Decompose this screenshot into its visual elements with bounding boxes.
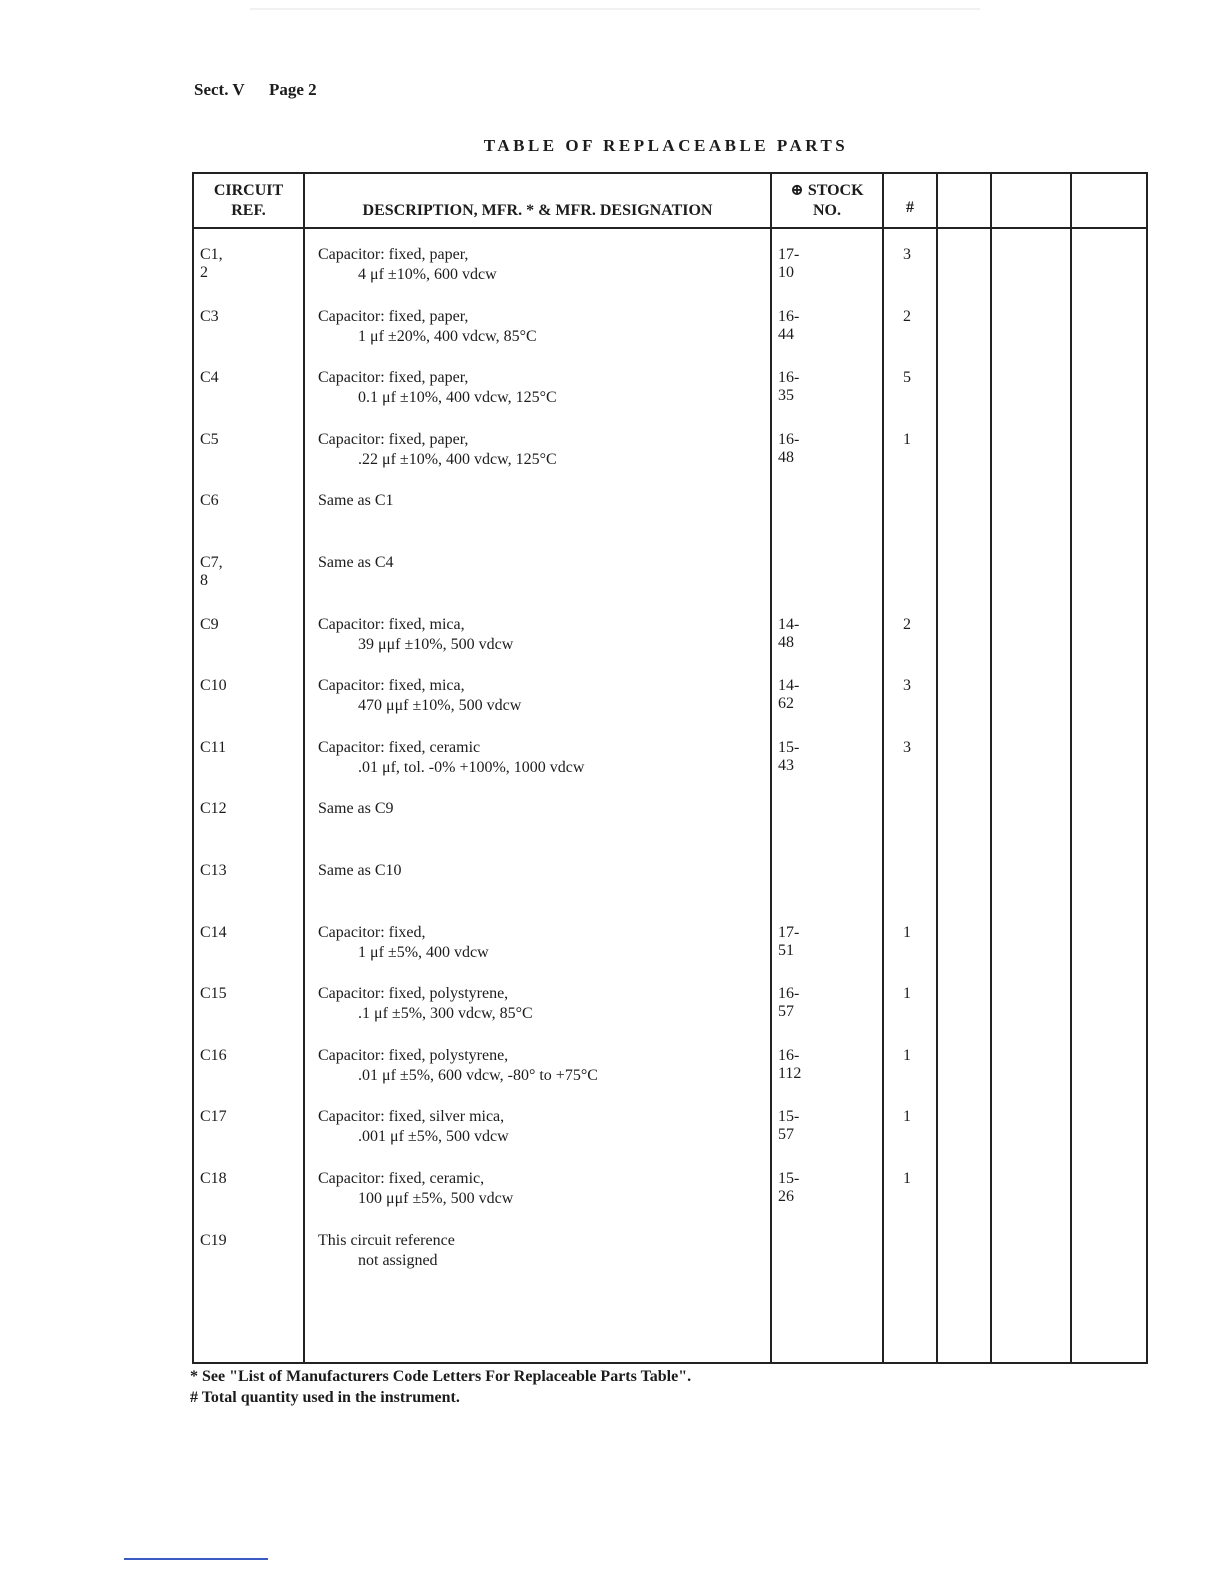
description-line-2: 4 μf ±10%, 600 vdcw — [358, 266, 497, 283]
stock-number-cell: 15-26 — [778, 1170, 800, 1205]
circuit-ref-cell: C19 — [200, 1231, 227, 1249]
quantity-cell: 3 — [903, 738, 911, 756]
quantity-cell: 1 — [903, 923, 911, 941]
description-line-1: Same as C10 — [318, 862, 402, 879]
stock-number-cell: 16-35 — [778, 369, 800, 405]
stock-number-cell: 16-48 — [778, 430, 800, 466]
description-line-2: 100 μμf ±5%, 500 vdcw — [358, 1190, 514, 1207]
column-header-line: ⊕ STOCK — [790, 181, 864, 199]
description-line-2: .01 μf ±5%, 600 vdcw, -80° to +75°C — [358, 1066, 598, 1084]
circuit-ref-cell: C18 — [200, 1170, 227, 1187]
description-line-1: Capacitor: fixed, ceramic, — [318, 1170, 485, 1187]
description-line-1: Same as C4 — [318, 554, 394, 571]
column-header-line: DESCRIPTION, MFR. * & MFR. DESIGNATION — [362, 202, 713, 219]
circuit-ref-cell: C17 — [200, 1108, 227, 1126]
column-header-line: CIRCUIT — [213, 181, 284, 199]
quantity-cell: 2 — [903, 615, 911, 633]
stock-number-cell: 15-43 — [778, 738, 800, 774]
column-divider — [990, 174, 992, 1362]
description-line-2: .1 μf ±5%, 300 vdcw, 85°C — [358, 1005, 533, 1023]
description-line-1: Same as C9 — [318, 800, 394, 818]
description-line-2: 1 μf ±20%, 400 vdcw, 85°C — [358, 327, 537, 345]
quantity-cell: 3 — [903, 246, 911, 263]
circuit-ref-cell: C7, 8 — [200, 554, 223, 589]
description-line-1: Capacitor: fixed, ceramic — [318, 738, 481, 756]
quantity-cell: 5 — [903, 369, 911, 387]
stock-number-cell: 16-112 — [778, 1046, 802, 1082]
description-line-1: Capacitor: fixed, paper, — [318, 369, 469, 387]
circuit-ref-cell: C1, 2 — [200, 246, 223, 281]
header-divider — [194, 227, 1146, 229]
stock-number-cell: 15-57 — [778, 1108, 800, 1144]
circuit-ref-cell: C13 — [200, 862, 227, 879]
stock-number-cell: 16-57 — [778, 985, 800, 1021]
description-line-1: Capacitor: fixed, mica, — [318, 615, 465, 633]
circuit-ref-cell: C3 — [200, 307, 219, 325]
column-divider — [770, 174, 772, 1362]
column-divider — [303, 174, 305, 1362]
column-header-stock-no — [772, 174, 882, 227]
column-divider — [1070, 174, 1072, 1362]
column-divider — [936, 174, 938, 1362]
quantity-cell: 3 — [903, 677, 911, 695]
description-line-2: 0.1 μf ±10%, 400 vdcw, 125°C — [358, 389, 557, 407]
circuit-ref-cell: C10 — [200, 677, 227, 695]
description-line-2: .01 μf, tol. -0% +100%, 1000 vdcw — [358, 758, 585, 776]
page-title: TABLE OF REPLACEABLE PARTS — [483, 136, 849, 155]
quantity-cell: 1 — [903, 1170, 911, 1187]
stock-number-cell: 14-48 — [778, 615, 800, 651]
column-header-line: # — [906, 198, 914, 216]
section-label: Sect. V — [194, 80, 245, 99]
description-line-1: Capacitor: fixed, polystyrene, — [318, 1046, 509, 1064]
column-header-circuit-ref — [194, 174, 303, 227]
circuit-ref-cell: C9 — [200, 615, 219, 633]
stock-number-cell: 16-44 — [778, 307, 800, 343]
page-bottom-mark — [124, 1558, 268, 1560]
description-line-1: Same as C1 — [318, 492, 394, 510]
stock-number-cell: 14-62 — [778, 677, 800, 713]
page-top-edge — [250, 8, 980, 10]
circuit-ref-cell: C4 — [200, 369, 219, 387]
footnotes — [190, 1366, 691, 1408]
page-header — [194, 80, 337, 100]
parts-table — [192, 172, 1148, 1364]
quantity-cell: 1 — [903, 430, 911, 448]
quantity-cell: 1 — [903, 985, 911, 1003]
quantity-cell: 1 — [903, 1046, 911, 1064]
circuit-ref-cell: C6 — [200, 492, 219, 510]
footnote-manufacturer-codes: * See "List of Manufacturers Code Letters For Replaceable Parts Table". — [190, 1368, 692, 1385]
description-line-2: 1 μf ±5%, 400 vdcw — [358, 943, 489, 961]
description-line-2: 470 μμf ±10%, 500 vdcw — [358, 697, 522, 715]
quantity-cell: 2 — [903, 307, 911, 325]
description-line-1: Capacitor: fixed, paper, — [318, 430, 469, 448]
description-line-2: .001 μf ±5%, 500 vdcw — [358, 1128, 509, 1146]
column-divider — [882, 174, 884, 1362]
circuit-ref-cell: C5 — [200, 430, 219, 448]
column-header-line: REF. — [231, 201, 266, 219]
column-header-line: NO. — [813, 201, 841, 219]
description-line-1: This circuit reference — [318, 1231, 455, 1249]
column-header-description — [305, 174, 770, 227]
description-line-1: Capacitor: fixed, mica, — [318, 677, 465, 695]
circuit-ref-cell: C14 — [200, 923, 227, 941]
circuit-ref-cell: C16 — [200, 1046, 227, 1064]
description-line-2: .22 μf ±10%, 400 vdcw, 125°C — [358, 450, 557, 468]
description-line-1: Capacitor: fixed, silver mica, — [318, 1108, 505, 1126]
circuit-ref-cell: C12 — [200, 800, 227, 818]
quantity-cell: 1 — [903, 1108, 911, 1126]
stock-number-cell: 17-10 — [778, 246, 800, 281]
description-line-1: Capacitor: fixed, paper, — [318, 246, 469, 263]
column-header-quantity — [884, 174, 936, 227]
description-line-1: Capacitor: fixed, — [318, 923, 426, 941]
description-line-2: not assigned — [358, 1251, 438, 1269]
description-line-1: Capacitor: fixed, paper, — [318, 307, 469, 325]
circuit-ref-cell: C15 — [200, 985, 227, 1003]
page-number: Page 2 — [268, 80, 317, 99]
footnote-total-quantity: # Total quantity used in the instrument. — [190, 1389, 460, 1406]
description-line-2: 39 μμf ±10%, 500 vdcw — [358, 635, 514, 653]
stock-number-cell: 17-51 — [778, 923, 800, 959]
description-line-1: Capacitor: fixed, polystyrene, — [318, 985, 509, 1003]
circuit-ref-cell: C11 — [200, 738, 227, 756]
